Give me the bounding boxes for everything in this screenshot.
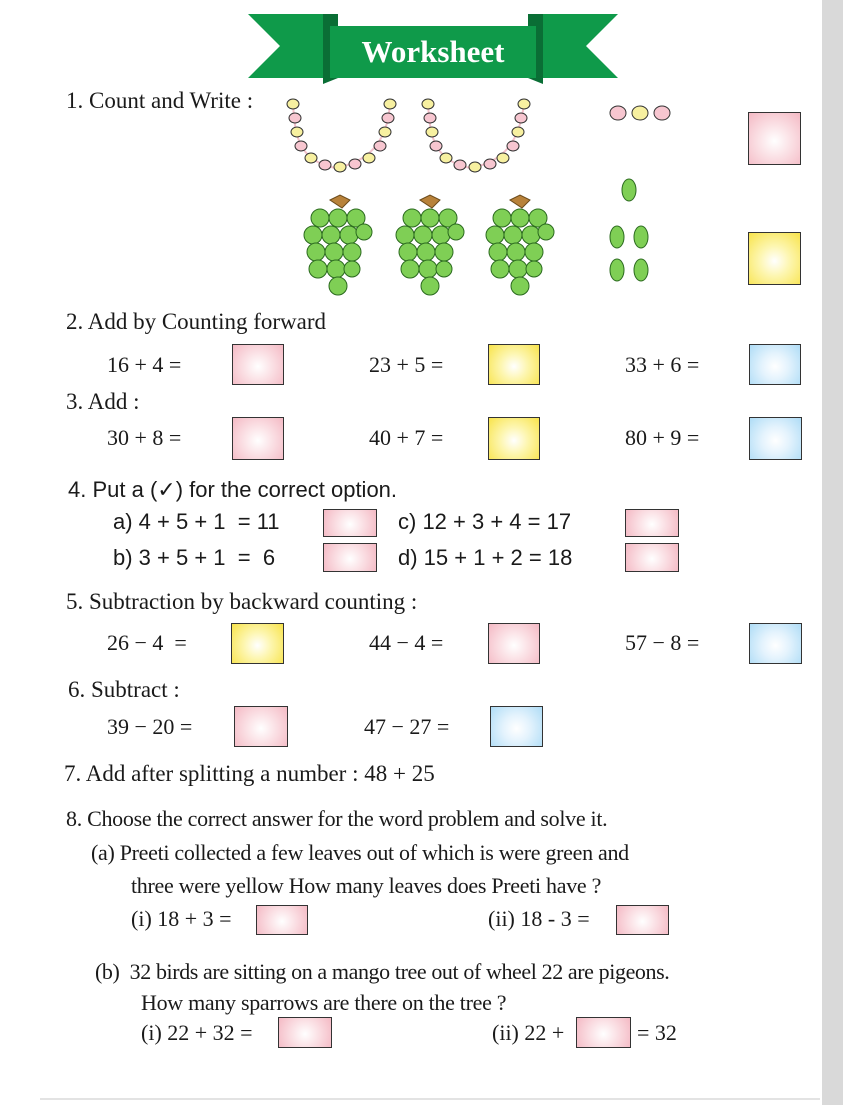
q7-label: 7. Add after splitting a number : 48 + 25 [64, 761, 435, 786]
q6-item-1: 39 − 20 = [107, 714, 193, 739]
q8b-option-1: (i) 22 + 32 = [141, 1020, 253, 1045]
q8a-text-line2: three were yellow How many leaves does Preeti have ? [131, 873, 602, 898]
q6-label: 6. Subtract : [68, 677, 180, 702]
q8a-answer-box-2[interactable] [616, 905, 669, 935]
q6-answer-box-1[interactable] [234, 706, 288, 747]
q5-item-3: 57 − 8 = [625, 630, 700, 655]
five-grapes-icon [610, 179, 648, 281]
q8a-option-1: (i) 18 + 3 = [131, 906, 232, 931]
q1-illustrations [0, 0, 843, 320]
q3-item-2: 40 + 7 = [369, 425, 444, 450]
q8b-text-line1: (b) 32 birds are sitting on a mango tree out of wheel 22 are pigeons. [95, 959, 670, 984]
bead-string-icon [287, 99, 396, 172]
q8b-answer-box-1[interactable] [278, 1017, 332, 1048]
q2-label: 2. Add by Counting forward [66, 309, 327, 334]
q4-option-c: c) 12 + 3 + 4 = 17 [398, 509, 572, 534]
q4-option-b: b) 3 + 5 + 1 = 6 [113, 545, 276, 570]
q2-item-1: 16 + 4 = [107, 352, 182, 377]
q3-answer-box-2[interactable] [488, 417, 540, 460]
q6-answer-box-2[interactable] [490, 706, 543, 747]
q5-answer-box-1[interactable] [231, 623, 284, 664]
q4-option-d: d) 15 + 1 + 2 = 18 [398, 545, 573, 570]
page-bottom-rule [40, 1098, 820, 1100]
q2-item-3: 33 + 6 = [625, 352, 700, 377]
q3-label: 3. Add : [66, 389, 140, 414]
q2-answer-box-1[interactable] [232, 344, 284, 385]
grape-bunch-icon [304, 195, 372, 295]
q8b-answer-box-2[interactable] [576, 1017, 631, 1048]
q3-item-1: 30 + 8 = [107, 425, 182, 450]
grape-bunch-icon [396, 195, 464, 295]
q4-tick-box-c[interactable] [625, 509, 679, 537]
q3-answer-box-1[interactable] [232, 417, 284, 460]
q6-item-2: 47 − 27 = [364, 714, 450, 739]
q8a-answer-box-1[interactable] [256, 905, 308, 935]
page-edge-gutter [822, 0, 843, 1105]
q1-label: 1. Count and Write : [66, 88, 254, 113]
q8b-option-2-prefix: (ii) 22 + [492, 1020, 565, 1045]
q5-item-2: 44 − 4 = [369, 630, 444, 655]
q2-answer-box-2[interactable] [488, 344, 540, 385]
q4-label: 4. Put a (✓) for the correct option. [68, 477, 398, 502]
q4-tick-box-b[interactable] [323, 543, 377, 572]
grape-bunch-icon [486, 195, 554, 295]
three-beads-icon [610, 106, 670, 120]
q5-label: 5. Subtraction by backward counting : [66, 589, 418, 614]
bead-string-icon [422, 99, 530, 172]
q8a-option-2: (ii) 18 - 3 = [488, 906, 590, 931]
q1-answer-box-grapes[interactable] [748, 232, 801, 285]
q4-option-a: a) 4 + 5 + 1 = 11 [113, 509, 280, 534]
q3-answer-box-3[interactable] [749, 417, 802, 460]
q8b-text-line2: How many sparrows are there on the tree ? [141, 990, 507, 1015]
q5-answer-box-2[interactable] [488, 623, 540, 664]
q5-item-1: 26 − 4 = [107, 630, 187, 655]
q8a-text-line1: (a) Preeti collected a few leaves out of which is were green and [91, 840, 629, 865]
q2-item-2: 23 + 5 = [369, 352, 444, 377]
q8b-option-2-suffix: = 32 [637, 1020, 677, 1045]
q3-item-3: 80 + 9 = [625, 425, 700, 450]
q4-tick-box-a[interactable] [323, 509, 377, 537]
q4-tick-box-d[interactable] [625, 543, 679, 572]
q8-label: 8. Choose the correct answer for the word problem and solve it. [66, 806, 608, 831]
q2-answer-box-3[interactable] [749, 344, 801, 385]
q1-answer-box-beads[interactable] [748, 112, 801, 165]
page-title: Worksheet [361, 34, 505, 69]
q5-answer-box-3[interactable] [749, 623, 802, 664]
